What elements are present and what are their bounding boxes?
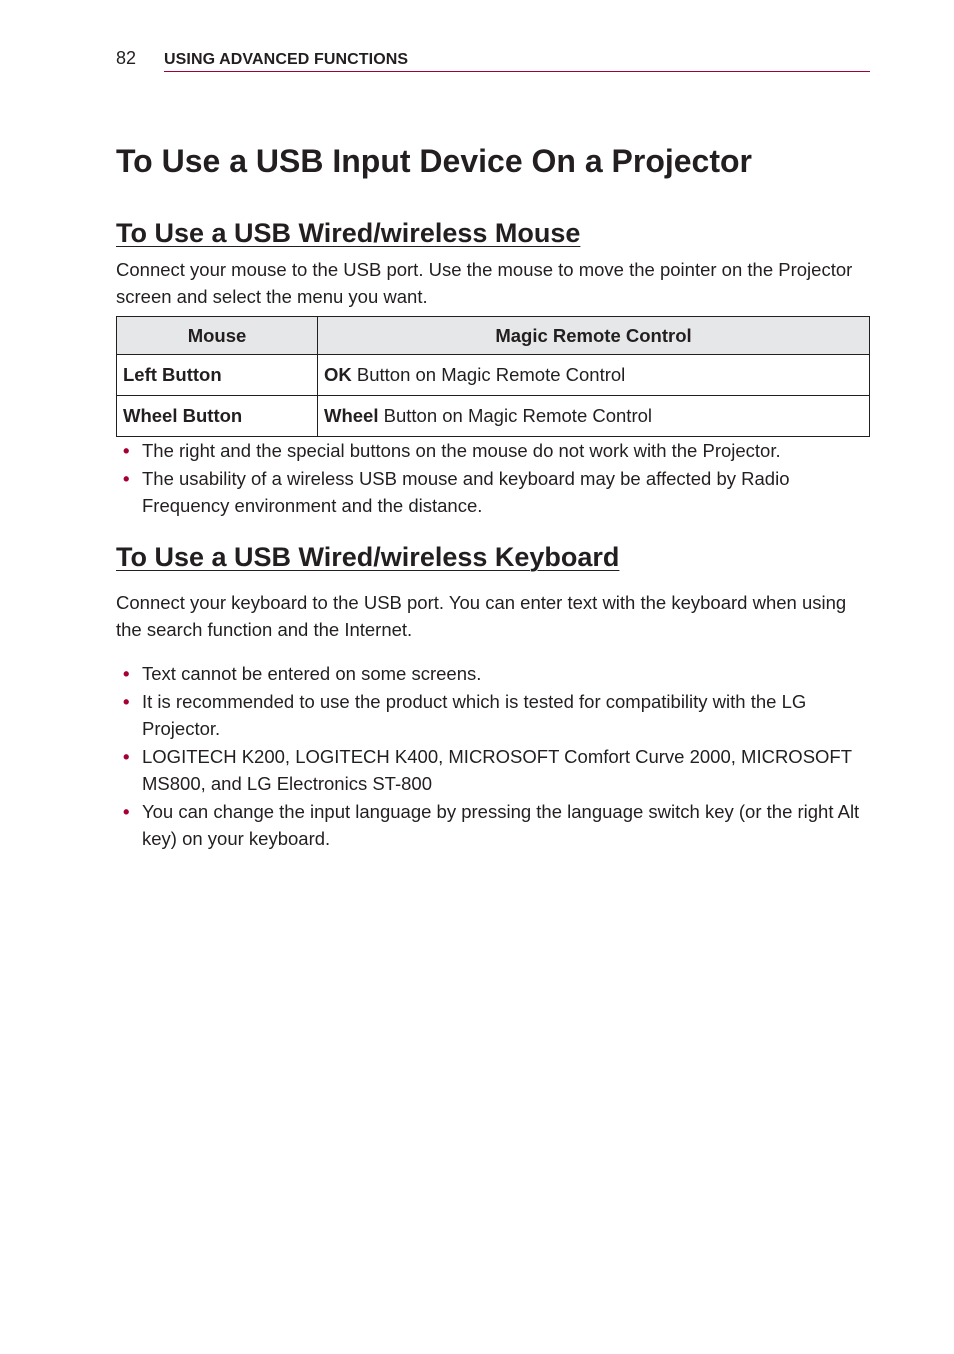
table-row [117, 396, 870, 437]
remote-button-name: OK [324, 364, 352, 385]
note-text: The usability of a wireless USB mouse and keyboard may be affected by Radio Frequency environment and the distance. [142, 467, 790, 516]
keyboard-intro-text: Connect your keyboard to the USB port. You can enter text with the keyboard when using the search function and the Internet. [116, 592, 847, 640]
remote-button-name: Wheel [324, 405, 379, 426]
table-row [117, 355, 870, 396]
note-text: LOGITECH K200, LOGITECH K400, MICROSOFT Comfort Curve 2000, MICROSOFT MS800, and LG Electronics ST-800 [142, 745, 852, 794]
bullet-dot-icon: • [123, 663, 130, 684]
keyboard-section-heading: To Use a USB Wired/wireless Keyboard [116, 542, 620, 572]
note-text: It is recommended to use the product which is tested for compatibility with the LG Projector. [142, 690, 807, 739]
mouse-intro-text: Connect your mouse to the USB port. Use the mouse to move the pointer on the Projector screen and select the menu you want. [116, 259, 853, 307]
mouse-section-heading: To Use a USB Wired/wireless Mouse [116, 218, 581, 248]
bullet-dot-icon: • [123, 800, 130, 822]
table-cell-remote [318, 355, 870, 396]
bullet-dot-icon: • [123, 467, 130, 489]
remote-button-desc: Button on Magic Remote Control [378, 405, 653, 426]
bullet-dot-icon: • [123, 745, 130, 767]
remote-button-desc: Button on Magic Remote Control [351, 364, 626, 385]
table-cell-remote [318, 396, 870, 437]
table-header-mouse: Mouse [117, 317, 318, 355]
list-item [116, 660, 876, 688]
bullet-dot-icon: • [123, 690, 130, 712]
list-item [116, 798, 876, 853]
page-number: 82 [116, 48, 137, 68]
note-text: The right and the special buttons on the mouse do not work with the Projector. [142, 440, 781, 461]
list-item [116, 688, 876, 743]
list-item [116, 465, 876, 520]
keyboard-notes-list [116, 660, 876, 853]
table-cell-mouse: Left Button [117, 355, 318, 396]
table-header-remote: Magic Remote Control [318, 317, 870, 355]
header-divider [164, 71, 870, 72]
bullet-dot-icon: • [123, 440, 130, 461]
table-cell-mouse: Wheel Button [117, 396, 318, 437]
list-item [116, 437, 876, 465]
mouse-notes-list [116, 437, 876, 520]
list-item [116, 743, 876, 798]
note-text: Text cannot be entered on some screens. [142, 663, 482, 684]
note-text: You can change the input language by pressing the language switch key (or the right Alt key) on your keyboard. [142, 800, 860, 849]
running-header: USING ADVANCED FUNCTIONS [164, 51, 409, 68]
table-header-row [117, 317, 870, 355]
page-title: To Use a USB Input Device On a Projector [116, 143, 752, 179]
mouse-mapping-table [116, 316, 870, 437]
